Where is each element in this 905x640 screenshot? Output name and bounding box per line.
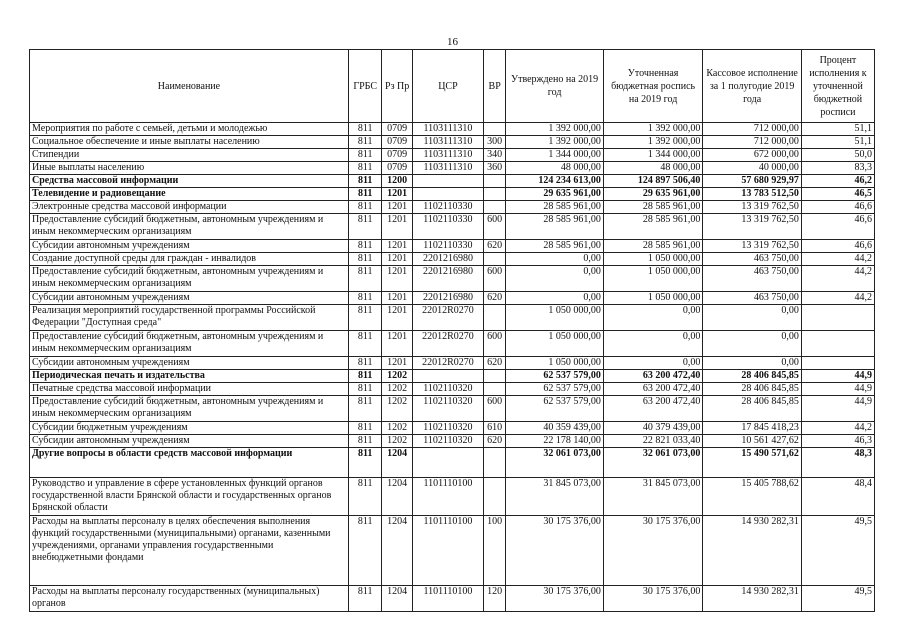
cell-grbs: 811 xyxy=(348,435,382,448)
cell-csr: 1101110100 xyxy=(412,516,483,586)
cell-vr: 300 xyxy=(483,136,505,149)
cell-percent xyxy=(801,357,874,370)
cell-rzpr: 1200 xyxy=(382,175,412,188)
cell-refined: 1 050 000,00 xyxy=(603,266,703,292)
cell-rzpr: 1201 xyxy=(382,266,412,292)
cell-rzpr: 1201 xyxy=(382,214,412,240)
table-row xyxy=(30,201,875,214)
cell-approved: 30 175 376,00 xyxy=(506,516,604,586)
cell-csr: 22012R0270 xyxy=(412,305,483,331)
cell-name: Телевидение и радиовещание xyxy=(30,188,349,201)
cell-approved: 28 585 961,00 xyxy=(506,201,604,214)
cell-percent: 44,9 xyxy=(801,396,874,422)
cell-rzpr: 1201 xyxy=(382,201,412,214)
cell-grbs: 811 xyxy=(348,201,382,214)
cell-grbs: 811 xyxy=(348,253,382,266)
cell-percent: 51,1 xyxy=(801,123,874,136)
cell-approved: 29 635 961,00 xyxy=(506,188,604,201)
cell-vr: 600 xyxy=(483,266,505,292)
cell-name: Социальное обеспечение и иные выплаты населению xyxy=(30,136,349,149)
cell-refined: 48 000,00 xyxy=(603,162,703,175)
cell-name: Создание доступной среды для граждан - инвалидов xyxy=(30,253,349,266)
cell-cash: 463 750,00 xyxy=(703,292,802,305)
cell-name: Периодическая печать и издательства xyxy=(30,370,349,383)
cell-refined: 124 897 506,40 xyxy=(603,175,703,188)
cell-grbs: 811 xyxy=(348,448,382,478)
cell-vr: 100 xyxy=(483,516,505,586)
table-body xyxy=(30,123,875,612)
cell-vr xyxy=(483,448,505,478)
cell-percent: 44,9 xyxy=(801,383,874,396)
table-row xyxy=(30,357,875,370)
cell-csr: 1102110320 xyxy=(412,422,483,435)
cell-csr: 2201216980 xyxy=(412,266,483,292)
cell-grbs: 811 xyxy=(348,516,382,586)
header-grbs: ГРБС xyxy=(348,50,382,123)
cell-cash: 463 750,00 xyxy=(703,253,802,266)
cell-name: Субсидии бюджетным учреждениям xyxy=(30,422,349,435)
cell-percent: 83,3 xyxy=(801,162,874,175)
cell-percent: 48,3 xyxy=(801,448,874,478)
header-refined: Уточненная бюджетная роспись на 2019 год xyxy=(603,50,703,123)
cell-cash: 13 319 762,50 xyxy=(703,214,802,240)
cell-csr: 1102110320 xyxy=(412,396,483,422)
cell-approved: 28 585 961,00 xyxy=(506,214,604,240)
cell-percent: 46,3 xyxy=(801,435,874,448)
header-cash: Кассовое исполнение за 1 полугодие 2019 года xyxy=(703,50,802,123)
cell-grbs: 811 xyxy=(348,266,382,292)
cell-refined: 63 200 472,40 xyxy=(603,396,703,422)
cell-percent: 46,6 xyxy=(801,201,874,214)
cell-percent: 44,2 xyxy=(801,253,874,266)
cell-rzpr: 1204 xyxy=(382,586,412,612)
cell-name: Расходы на выплаты персоналу в целях обеспечения выполнения функций государственными (муниципальными) органами, казенными учреждениями, органами управления государственными внебюджетными фондами xyxy=(30,516,349,586)
cell-vr: 340 xyxy=(483,149,505,162)
cell-csr: 1103111310 xyxy=(412,162,483,175)
cell-rzpr: 1202 xyxy=(382,396,412,422)
table-row xyxy=(30,162,875,175)
cell-approved: 1 050 000,00 xyxy=(506,305,604,331)
cell-vr xyxy=(483,370,505,383)
cell-refined: 1 344 000,00 xyxy=(603,149,703,162)
table-row xyxy=(30,396,875,422)
cell-csr: 1103111310 xyxy=(412,123,483,136)
cell-refined: 1 392 000,00 xyxy=(603,123,703,136)
table-row xyxy=(30,175,875,188)
cell-csr xyxy=(412,448,483,478)
cell-name: Электронные средства массовой информации xyxy=(30,201,349,214)
cell-refined: 0,00 xyxy=(603,305,703,331)
cell-name: Стипендии xyxy=(30,149,349,162)
cell-rzpr: 1201 xyxy=(382,292,412,305)
cell-grbs: 811 xyxy=(348,123,382,136)
cell-name: Реализация мероприятий государственной программы Российской Федерации "Доступная среда" xyxy=(30,305,349,331)
cell-name: Предоставление субсидий бюджетным, автономным учреждениям и иным некоммерческим организациям xyxy=(30,396,349,422)
table-row xyxy=(30,586,875,612)
cell-refined: 1 050 000,00 xyxy=(603,292,703,305)
cell-cash: 13 783 512,50 xyxy=(703,188,802,201)
cell-percent: 44,9 xyxy=(801,370,874,383)
cell-percent: 44,2 xyxy=(801,266,874,292)
cell-refined: 1 392 000,00 xyxy=(603,136,703,149)
cell-rzpr: 0709 xyxy=(382,149,412,162)
table-row xyxy=(30,516,875,586)
cell-percent xyxy=(801,305,874,331)
cell-approved: 1 392 000,00 xyxy=(506,136,604,149)
cell-approved: 28 585 961,00 xyxy=(506,240,604,253)
cell-refined: 28 585 961,00 xyxy=(603,214,703,240)
cell-refined: 0,00 xyxy=(603,331,703,357)
table-row xyxy=(30,435,875,448)
cell-vr: 600 xyxy=(483,214,505,240)
cell-percent: 46,5 xyxy=(801,188,874,201)
table-row xyxy=(30,214,875,240)
cell-percent: 49,5 xyxy=(801,516,874,586)
cell-csr: 1102110330 xyxy=(412,214,483,240)
cell-rzpr: 1202 xyxy=(382,422,412,435)
table-row xyxy=(30,305,875,331)
cell-percent: 46,6 xyxy=(801,240,874,253)
cell-csr: 1103111310 xyxy=(412,149,483,162)
cell-rzpr: 0709 xyxy=(382,162,412,175)
cell-vr xyxy=(483,305,505,331)
cell-csr xyxy=(412,175,483,188)
cell-grbs: 811 xyxy=(348,586,382,612)
cell-vr: 600 xyxy=(483,331,505,357)
cell-cash: 0,00 xyxy=(703,357,802,370)
cell-vr xyxy=(483,478,505,516)
cell-vr xyxy=(483,253,505,266)
cell-grbs: 811 xyxy=(348,188,382,201)
cell-name: Предоставление субсидий бюджетным, автономным учреждениям и иным некоммерческим организациям xyxy=(30,266,349,292)
cell-refined: 22 821 033,40 xyxy=(603,435,703,448)
cell-name: Субсидии автономным учреждениям xyxy=(30,357,349,370)
cell-csr: 22012R0270 xyxy=(412,331,483,357)
cell-approved: 1 392 000,00 xyxy=(506,123,604,136)
cell-csr: 2201216980 xyxy=(412,253,483,266)
cell-csr: 1102110320 xyxy=(412,435,483,448)
cell-csr xyxy=(412,370,483,383)
cell-refined: 1 050 000,00 xyxy=(603,253,703,266)
cell-refined: 29 635 961,00 xyxy=(603,188,703,201)
cell-rzpr: 1201 xyxy=(382,240,412,253)
cell-refined: 28 585 961,00 xyxy=(603,240,703,253)
cell-cash: 13 319 762,50 xyxy=(703,201,802,214)
cell-refined: 30 175 376,00 xyxy=(603,586,703,612)
cell-vr xyxy=(483,175,505,188)
cell-vr xyxy=(483,123,505,136)
header-rzpr: Рз Пр xyxy=(382,50,412,123)
cell-cash: 57 680 929,97 xyxy=(703,175,802,188)
cell-approved: 48 000,00 xyxy=(506,162,604,175)
cell-rzpr: 1202 xyxy=(382,435,412,448)
cell-cash: 14 930 282,31 xyxy=(703,586,802,612)
header-approved: Утверждено на 2019 год xyxy=(506,50,604,123)
cell-cash: 15 405 788,62 xyxy=(703,478,802,516)
table-row xyxy=(30,422,875,435)
page-number: 16 xyxy=(447,36,458,48)
cell-vr xyxy=(483,383,505,396)
cell-grbs: 811 xyxy=(348,383,382,396)
table-row xyxy=(30,370,875,383)
table-row xyxy=(30,383,875,396)
cell-rzpr: 1201 xyxy=(382,357,412,370)
cell-approved: 62 537 579,00 xyxy=(506,396,604,422)
cell-cash: 672 000,00 xyxy=(703,149,802,162)
cell-grbs: 811 xyxy=(348,396,382,422)
cell-percent xyxy=(801,331,874,357)
cell-name: Расходы на выплаты персоналу государственных (муниципальных) органов xyxy=(30,586,349,612)
cell-name: Субсидии автономным учреждениям xyxy=(30,435,349,448)
table-row xyxy=(30,240,875,253)
cell-refined: 30 175 376,00 xyxy=(603,516,703,586)
cell-percent: 50,0 xyxy=(801,149,874,162)
cell-name: Предоставление субсидий бюджетным, автономным учреждениям и иным некоммерческим организациям xyxy=(30,214,349,240)
cell-percent: 44,2 xyxy=(801,292,874,305)
cell-approved: 32 061 073,00 xyxy=(506,448,604,478)
cell-grbs: 811 xyxy=(348,305,382,331)
cell-approved: 0,00 xyxy=(506,253,604,266)
cell-percent: 46,2 xyxy=(801,175,874,188)
table-row xyxy=(30,253,875,266)
cell-rzpr: 1204 xyxy=(382,516,412,586)
table-row xyxy=(30,448,875,478)
cell-vr xyxy=(483,188,505,201)
cell-percent: 44,2 xyxy=(801,422,874,435)
cell-name: Субсидии автономным учреждениям xyxy=(30,292,349,305)
cell-cash: 463 750,00 xyxy=(703,266,802,292)
cell-approved: 0,00 xyxy=(506,292,604,305)
cell-refined: 32 061 073,00 xyxy=(603,448,703,478)
cell-grbs: 811 xyxy=(348,136,382,149)
cell-approved: 62 537 579,00 xyxy=(506,383,604,396)
cell-approved: 30 175 376,00 xyxy=(506,586,604,612)
cell-refined: 0,00 xyxy=(603,357,703,370)
cell-rzpr: 0709 xyxy=(382,123,412,136)
cell-csr: 1103111310 xyxy=(412,136,483,149)
cell-rzpr: 1201 xyxy=(382,253,412,266)
table-row xyxy=(30,331,875,357)
cell-name: Печатные средства массовой информации xyxy=(30,383,349,396)
cell-rzpr: 1202 xyxy=(382,370,412,383)
table-row xyxy=(30,149,875,162)
cell-cash: 28 406 845,85 xyxy=(703,383,802,396)
cell-vr: 120 xyxy=(483,586,505,612)
cell-cash: 0,00 xyxy=(703,305,802,331)
header-percent: Процент исполнения к уточненной бюджетной росписи xyxy=(801,50,874,123)
cell-grbs: 811 xyxy=(348,240,382,253)
cell-vr: 620 xyxy=(483,435,505,448)
table-row xyxy=(30,292,875,305)
cell-rzpr: 1201 xyxy=(382,305,412,331)
cell-csr: 1102110320 xyxy=(412,383,483,396)
cell-cash: 10 561 427,62 xyxy=(703,435,802,448)
cell-name: Иные выплаты населению xyxy=(30,162,349,175)
cell-vr: 600 xyxy=(483,396,505,422)
cell-vr: 360 xyxy=(483,162,505,175)
cell-grbs: 811 xyxy=(348,175,382,188)
cell-grbs: 811 xyxy=(348,292,382,305)
table-row xyxy=(30,136,875,149)
cell-approved: 1 344 000,00 xyxy=(506,149,604,162)
cell-cash: 40 000,00 xyxy=(703,162,802,175)
cell-approved: 31 845 073,00 xyxy=(506,478,604,516)
cell-csr: 1101110100 xyxy=(412,478,483,516)
cell-percent: 49,5 xyxy=(801,586,874,612)
cell-approved: 1 050 000,00 xyxy=(506,331,604,357)
cell-cash: 13 319 762,50 xyxy=(703,240,802,253)
cell-csr: 22012R0270 xyxy=(412,357,483,370)
cell-cash: 28 406 845,85 xyxy=(703,370,802,383)
cell-grbs: 811 xyxy=(348,357,382,370)
cell-approved: 124 234 613,00 xyxy=(506,175,604,188)
cell-approved: 0,00 xyxy=(506,266,604,292)
cell-cash: 0,00 xyxy=(703,331,802,357)
cell-refined: 28 585 961,00 xyxy=(603,201,703,214)
cell-cash: 14 930 282,31 xyxy=(703,516,802,586)
table-row xyxy=(30,266,875,292)
cell-name: Предоставление субсидий бюджетным, автономным учреждениям и иным некоммерческим организациям xyxy=(30,331,349,357)
cell-vr: 610 xyxy=(483,422,505,435)
table-row xyxy=(30,123,875,136)
header-csr: ЦСР xyxy=(412,50,483,123)
cell-rzpr: 1202 xyxy=(382,383,412,396)
cell-rzpr: 1201 xyxy=(382,188,412,201)
cell-approved: 40 359 439,00 xyxy=(506,422,604,435)
cell-grbs: 811 xyxy=(348,162,382,175)
cell-name: Средства массовой информации xyxy=(30,175,349,188)
cell-vr xyxy=(483,201,505,214)
cell-cash: 712 000,00 xyxy=(703,123,802,136)
cell-refined: 63 200 472,40 xyxy=(603,370,703,383)
cell-refined: 31 845 073,00 xyxy=(603,478,703,516)
cell-vr: 620 xyxy=(483,357,505,370)
cell-cash: 712 000,00 xyxy=(703,136,802,149)
cell-percent: 46,6 xyxy=(801,214,874,240)
cell-vr: 620 xyxy=(483,292,505,305)
cell-approved: 1 050 000,00 xyxy=(506,357,604,370)
cell-grbs: 811 xyxy=(348,214,382,240)
header-vr: ВР xyxy=(483,50,505,123)
cell-percent: 48,4 xyxy=(801,478,874,516)
cell-csr: 1101110100 xyxy=(412,586,483,612)
cell-refined: 40 379 439,00 xyxy=(603,422,703,435)
table-row xyxy=(30,478,875,516)
cell-rzpr: 1204 xyxy=(382,448,412,478)
cell-csr: 2201216980 xyxy=(412,292,483,305)
cell-name: Мероприятия по работе с семьей, детьми и молодежью xyxy=(30,123,349,136)
cell-csr xyxy=(412,188,483,201)
cell-grbs: 811 xyxy=(348,370,382,383)
cell-grbs: 811 xyxy=(348,422,382,435)
cell-vr: 620 xyxy=(483,240,505,253)
cell-grbs: 811 xyxy=(348,149,382,162)
cell-rzpr: 1201 xyxy=(382,331,412,357)
cell-approved: 22 178 140,00 xyxy=(506,435,604,448)
cell-grbs: 811 xyxy=(348,478,382,516)
cell-csr: 1102110330 xyxy=(412,201,483,214)
cell-cash: 15 490 571,62 xyxy=(703,448,802,478)
cell-name: Субсидии автономным учреждениям xyxy=(30,240,349,253)
cell-grbs: 811 xyxy=(348,331,382,357)
cell-rzpr: 0709 xyxy=(382,136,412,149)
cell-csr: 1102110330 xyxy=(412,240,483,253)
budget-table xyxy=(29,49,875,612)
cell-rzpr: 1204 xyxy=(382,478,412,516)
header-row xyxy=(30,50,875,123)
cell-cash: 28 406 845,85 xyxy=(703,396,802,422)
header-name: Наименование xyxy=(30,50,349,123)
table-row xyxy=(30,188,875,201)
cell-name: Руководство и управление в сфере установленных функций органов государственной власти Брянской области и государственных органов Брянской области xyxy=(30,478,349,516)
cell-percent: 51,1 xyxy=(801,136,874,149)
cell-cash: 17 845 418,23 xyxy=(703,422,802,435)
cell-name: Другие вопросы в области средств массовой информации xyxy=(30,448,349,478)
cell-approved: 62 537 579,00 xyxy=(506,370,604,383)
cell-refined: 63 200 472,40 xyxy=(603,383,703,396)
